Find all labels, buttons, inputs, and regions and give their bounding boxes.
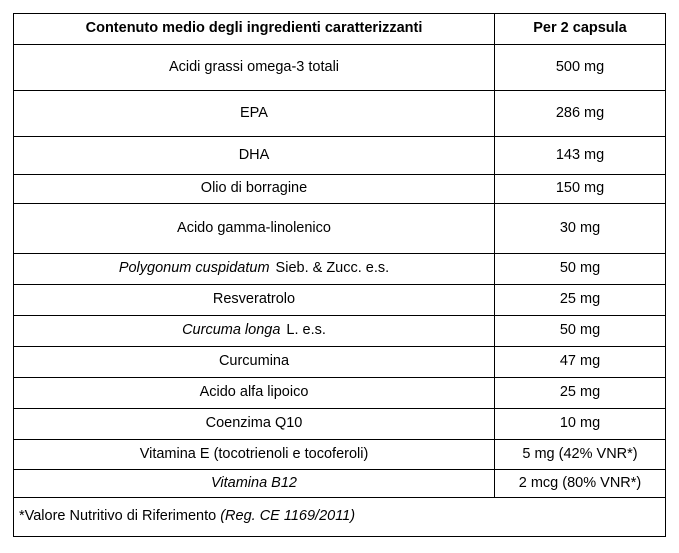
- table-row: [14, 378, 666, 409]
- table-row: [14, 440, 666, 470]
- table-row: [14, 347, 666, 378]
- ingredient-italic-name: Vitamina B12: [211, 474, 297, 491]
- ingredient-name: Vitamina E (tocotrienoli e tocoferoli): [14, 440, 495, 470]
- ingredient-name: DHA: [14, 137, 495, 175]
- header-ingredients: Contenuto medio degli ingredienti caratterizzanti: [14, 14, 495, 45]
- table-row: [14, 285, 666, 316]
- table-header-row: [14, 14, 666, 45]
- ingredient-name: Olio di borragine: [14, 175, 495, 204]
- table-row: [14, 204, 666, 254]
- ingredient-value: 30 mg: [495, 204, 666, 254]
- footnote-text: *Valore Nutritivo di Riferimento: [19, 508, 217, 525]
- footnote: [14, 498, 666, 537]
- ingredient-value: 143 mg: [495, 137, 666, 175]
- ingredient-name: EPA: [14, 91, 495, 137]
- table-row: [14, 316, 666, 347]
- ingredient-value: 5 mg (42% VNR*): [495, 440, 666, 470]
- table-row: [14, 409, 666, 440]
- ingredient-name: Acido alfa lipoico: [14, 378, 495, 409]
- ingredient-latin-name: Curcuma longa: [182, 322, 281, 339]
- table-row: [14, 470, 666, 498]
- table-row: [14, 137, 666, 175]
- ingredient-value: 25 mg: [495, 378, 666, 409]
- table-row: [14, 175, 666, 204]
- ingredients-table: [13, 13, 666, 537]
- header-per-dose: Per 2 capsula: [495, 14, 666, 45]
- ingredient-name: [14, 254, 495, 285]
- ingredient-name: Coenzima Q10: [14, 409, 495, 440]
- ingredient-value: 50 mg: [495, 316, 666, 347]
- ingredient-value: 50 mg: [495, 254, 666, 285]
- ingredient-value: 500 mg: [495, 45, 666, 91]
- ingredient-name: [14, 470, 495, 498]
- ingredient-value: 286 mg: [495, 91, 666, 137]
- ingredient-latin-name: Polygonum cuspidatum: [118, 260, 270, 277]
- ingredient-value: 2 mcg (80% VNR*): [495, 470, 666, 498]
- footnote-reference: (Reg. CE 1169/2011): [220, 508, 356, 525]
- ingredient-value: 25 mg: [495, 285, 666, 316]
- footnote-row: [14, 498, 666, 537]
- ingredient-name: Resveratrolo: [14, 285, 495, 316]
- ingredient-name: [14, 316, 495, 347]
- ingredient-name-suffix: L. e.s.: [286, 322, 326, 339]
- ingredient-name: Acidi grassi omega-3 totali: [14, 45, 495, 91]
- ingredient-name: Acido gamma-linolenico: [14, 204, 495, 254]
- ingredient-name: Curcumina: [14, 347, 495, 378]
- ingredient-value: 10 mg: [495, 409, 666, 440]
- table-row: [14, 91, 666, 137]
- table-row: [14, 45, 666, 91]
- ingredient-value: 47 mg: [495, 347, 666, 378]
- ingredient-value: 150 mg: [495, 175, 666, 204]
- table-row: [14, 254, 666, 285]
- ingredient-name-suffix: Sieb. & Zucc. e.s.: [275, 260, 390, 277]
